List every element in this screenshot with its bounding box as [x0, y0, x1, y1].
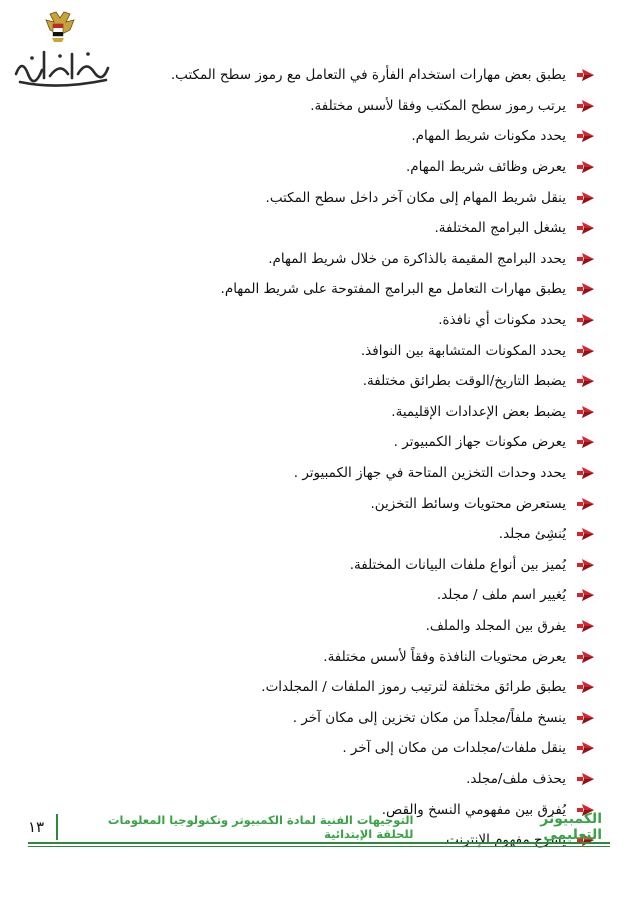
arrow-bullet-icon [574, 650, 596, 664]
list-item-text: يُنشِئ مجلد. [498, 526, 566, 543]
list-item [76, 458, 596, 489]
list-item [76, 152, 596, 183]
arrow-bullet-icon [574, 282, 596, 296]
arrow-bullet-icon [574, 466, 596, 480]
list-item [76, 60, 596, 91]
footer-brand: الكمبيوتر التعليمي [540, 811, 602, 843]
list-item-text: يرتب رموز سطح المكتب وفقا لأسس مختلفة. [310, 97, 566, 114]
arrow-bullet-icon [574, 405, 596, 419]
list-item-text: يعرض وظائف شريط المهام. [405, 159, 566, 176]
arrow-bullet-icon [574, 68, 596, 82]
list-item-text: ينقل شريط المهام إلى مكان آخر داخل سطح المكتب. [265, 189, 566, 206]
list-item-text: يحدد البرامج المقيمة بالذاكرة من خلال شريط المهام. [268, 250, 566, 267]
list-item [76, 244, 596, 275]
list-item-text: يضبط التاريخ/الوقت بطرائق مختلفة. [362, 373, 566, 390]
list-item [76, 641, 596, 672]
list-item [76, 519, 596, 550]
arrow-bullet-icon [574, 129, 596, 143]
arrow-bullet-icon [574, 252, 596, 266]
eagle-emblem-icon [46, 12, 74, 42]
list-item [76, 121, 596, 152]
list-item [76, 580, 596, 611]
list-item-text: يُفرق بين مفهومي النسخ والقص. [381, 801, 566, 818]
arrow-bullet-icon [574, 374, 596, 388]
list-item-text: يحدد مكونات أي نافذة. [438, 312, 566, 329]
list-item-text: يحدد مكونات شريط المهام. [411, 128, 566, 145]
arrow-bullet-icon [574, 588, 596, 602]
arrow-bullet-icon [574, 558, 596, 572]
objectives-list [76, 60, 596, 855]
arrow-bullet-icon [574, 619, 596, 633]
list-item [76, 305, 596, 336]
list-item-text: يطبق بعض مهارات استخدام الفأرة في التعامل مع رموز سطح المكتب. [170, 67, 566, 84]
list-item-text: يطبق طرائق مختلفة لترتيب رموز الملفات / المجلدات. [261, 679, 566, 696]
arrow-bullet-icon [574, 313, 596, 327]
list-item [76, 397, 596, 428]
page-number: ١٣ [28, 818, 45, 836]
list-item [76, 335, 596, 366]
arrow-bullet-icon [574, 711, 596, 725]
list-item-text: ينقل ملفات/مجلدات من مكان إلى آخر . [342, 740, 566, 757]
list-item-text: يُميز بين أنواع ملفات البيانات المختلفة. [349, 556, 566, 573]
list-item [76, 550, 596, 581]
list-item [76, 366, 596, 397]
list-item [76, 672, 596, 703]
list-item [76, 764, 596, 795]
list-item-text: يحدد المكونات المتشابهة بين النوافذ. [360, 342, 566, 359]
list-item [76, 182, 596, 213]
list-item-text: يُغيير اسم ملف / مجلد. [436, 587, 566, 604]
list-item [76, 274, 596, 305]
list-item [76, 733, 596, 764]
footer-divider [56, 814, 58, 840]
arrow-bullet-icon [574, 435, 596, 449]
list-item-text: يفرق بين المجلد والملف. [425, 617, 566, 634]
list-item-text: يحدد وحدات التخزين المتاحة في جهاز الكمبيوتر . [293, 465, 566, 482]
list-item [76, 427, 596, 458]
list-item [76, 91, 596, 122]
list-item [76, 611, 596, 642]
arrow-bullet-icon [574, 772, 596, 786]
arrow-bullet-icon [574, 344, 596, 358]
arrow-bullet-icon [574, 191, 596, 205]
footer-rule-thin [28, 846, 610, 847]
list-item-text: يحذف ملف/مجلد. [466, 770, 566, 787]
list-item-text: يشغل البرامج المختلفة. [434, 220, 566, 237]
list-item-text: يعرض محتويات النافذة وفقاً لأسس مختلفة. [323, 648, 566, 665]
arrow-bullet-icon [574, 497, 596, 511]
list-item [76, 702, 596, 733]
list-item-text: يضبط بعض الإعدادات الإقليمية. [391, 403, 566, 420]
list-item-text: يطبق مهارات التعامل مع البرامج المفتوحة على شريط المهام. [220, 281, 566, 298]
arrow-bullet-icon [574, 99, 596, 113]
list-item-text: يعرض مكونات جهاز الكمبيوتر . [393, 434, 566, 451]
arrow-bullet-icon [574, 741, 596, 755]
arrow-bullet-icon [574, 527, 596, 541]
list-item [76, 488, 596, 519]
footer-subtitle: التوجيهات الفنية لمادة الكمبيوتر وتكنولوجيا المعلومات للحلقة الإبتدائية [107, 813, 414, 841]
arrow-bullet-icon [574, 221, 596, 235]
list-item-text: ينسخ ملفاً/مجلداً من مكان تخزين إلى مكان آخر . [292, 709, 566, 726]
footer-rule [28, 842, 610, 844]
list-item-text: يستعرض محتويات وسائط التخزين. [370, 495, 566, 512]
arrow-bullet-icon [574, 160, 596, 174]
list-item [76, 213, 596, 244]
list-item-text: يشرح مفهوم الإنترنت. [441, 832, 566, 849]
arrow-bullet-icon [574, 680, 596, 694]
